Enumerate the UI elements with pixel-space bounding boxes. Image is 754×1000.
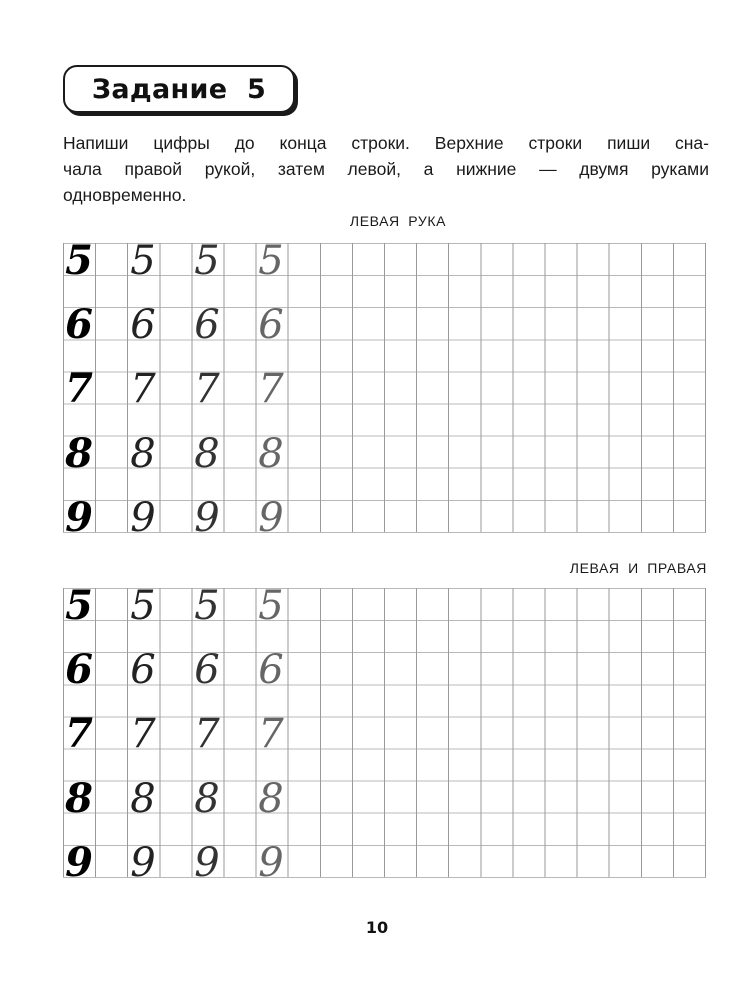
sample-digit: 9 <box>65 839 93 886</box>
trace-digit: 8 <box>258 776 284 822</box>
trace-digit: 7 <box>130 366 156 412</box>
instruction-line: Напиши цифры до конца строки. Верхние строки пиши сна- <box>63 133 709 153</box>
trace-digit: 7 <box>194 711 220 757</box>
trace-digit: 9 <box>130 495 156 541</box>
sample-digit: 8 <box>65 775 93 822</box>
trace-digit: 5 <box>130 583 156 629</box>
trace-digit: 8 <box>130 776 156 822</box>
instructions <box>63 130 709 208</box>
trace-digit: 8 <box>130 431 156 477</box>
sample-digit: 5 <box>65 237 93 284</box>
instruction-line: чала правой рукой, затем левой, а нижние — двумя руками <box>63 159 709 179</box>
trace-digit: 9 <box>130 840 156 886</box>
trace-digit: 6 <box>258 302 284 348</box>
sample-digit: 5 <box>65 582 93 629</box>
trace-digit: 9 <box>194 840 220 886</box>
trace-digit: 8 <box>194 431 220 477</box>
sample-digit: 8 <box>65 430 93 477</box>
trace-digit: 5 <box>194 583 220 629</box>
trace-digit: 9 <box>258 840 284 886</box>
task-title-box <box>63 65 295 113</box>
sample-digit: 7 <box>65 365 93 412</box>
trace-digit: 8 <box>258 431 284 477</box>
trace-digit: 7 <box>130 711 156 757</box>
trace-digit: 6 <box>258 647 284 693</box>
task-title: Задание 5 <box>91 73 267 105</box>
trace-digit: 6 <box>194 302 220 348</box>
trace-digit: 9 <box>194 495 220 541</box>
trace-digit: 9 <box>258 495 284 541</box>
page-number: 10 <box>365 918 389 937</box>
trace-digit: 5 <box>194 238 220 284</box>
instruction-line: одновременно. <box>63 185 187 205</box>
trace-digit: 5 <box>258 238 284 284</box>
trace-digit: 6 <box>130 647 156 693</box>
trace-digit: 5 <box>130 238 156 284</box>
trace-digit: 7 <box>258 711 284 757</box>
section-label-left-hand <box>0 213 754 229</box>
writing-grid-left-hand[interactable] <box>63 237 706 541</box>
trace-digit: 7 <box>258 366 284 412</box>
sample-digit: 7 <box>65 710 93 757</box>
trace-digit: 6 <box>130 302 156 348</box>
sample-digit: 6 <box>65 646 93 693</box>
sample-digit: 9 <box>65 494 93 541</box>
trace-digit: 5 <box>258 583 284 629</box>
section-label-text: ЛЕВАЯ РУКА <box>349 213 447 229</box>
trace-digit: 7 <box>194 366 220 412</box>
trace-digit: 6 <box>194 647 220 693</box>
writing-grid-both-hands[interactable] <box>63 582 706 886</box>
section-label-both-hands: ЛЕВАЯ И ПРАВАЯ <box>569 560 707 576</box>
trace-digit: 8 <box>194 776 220 822</box>
sample-digit: 6 <box>65 301 93 348</box>
